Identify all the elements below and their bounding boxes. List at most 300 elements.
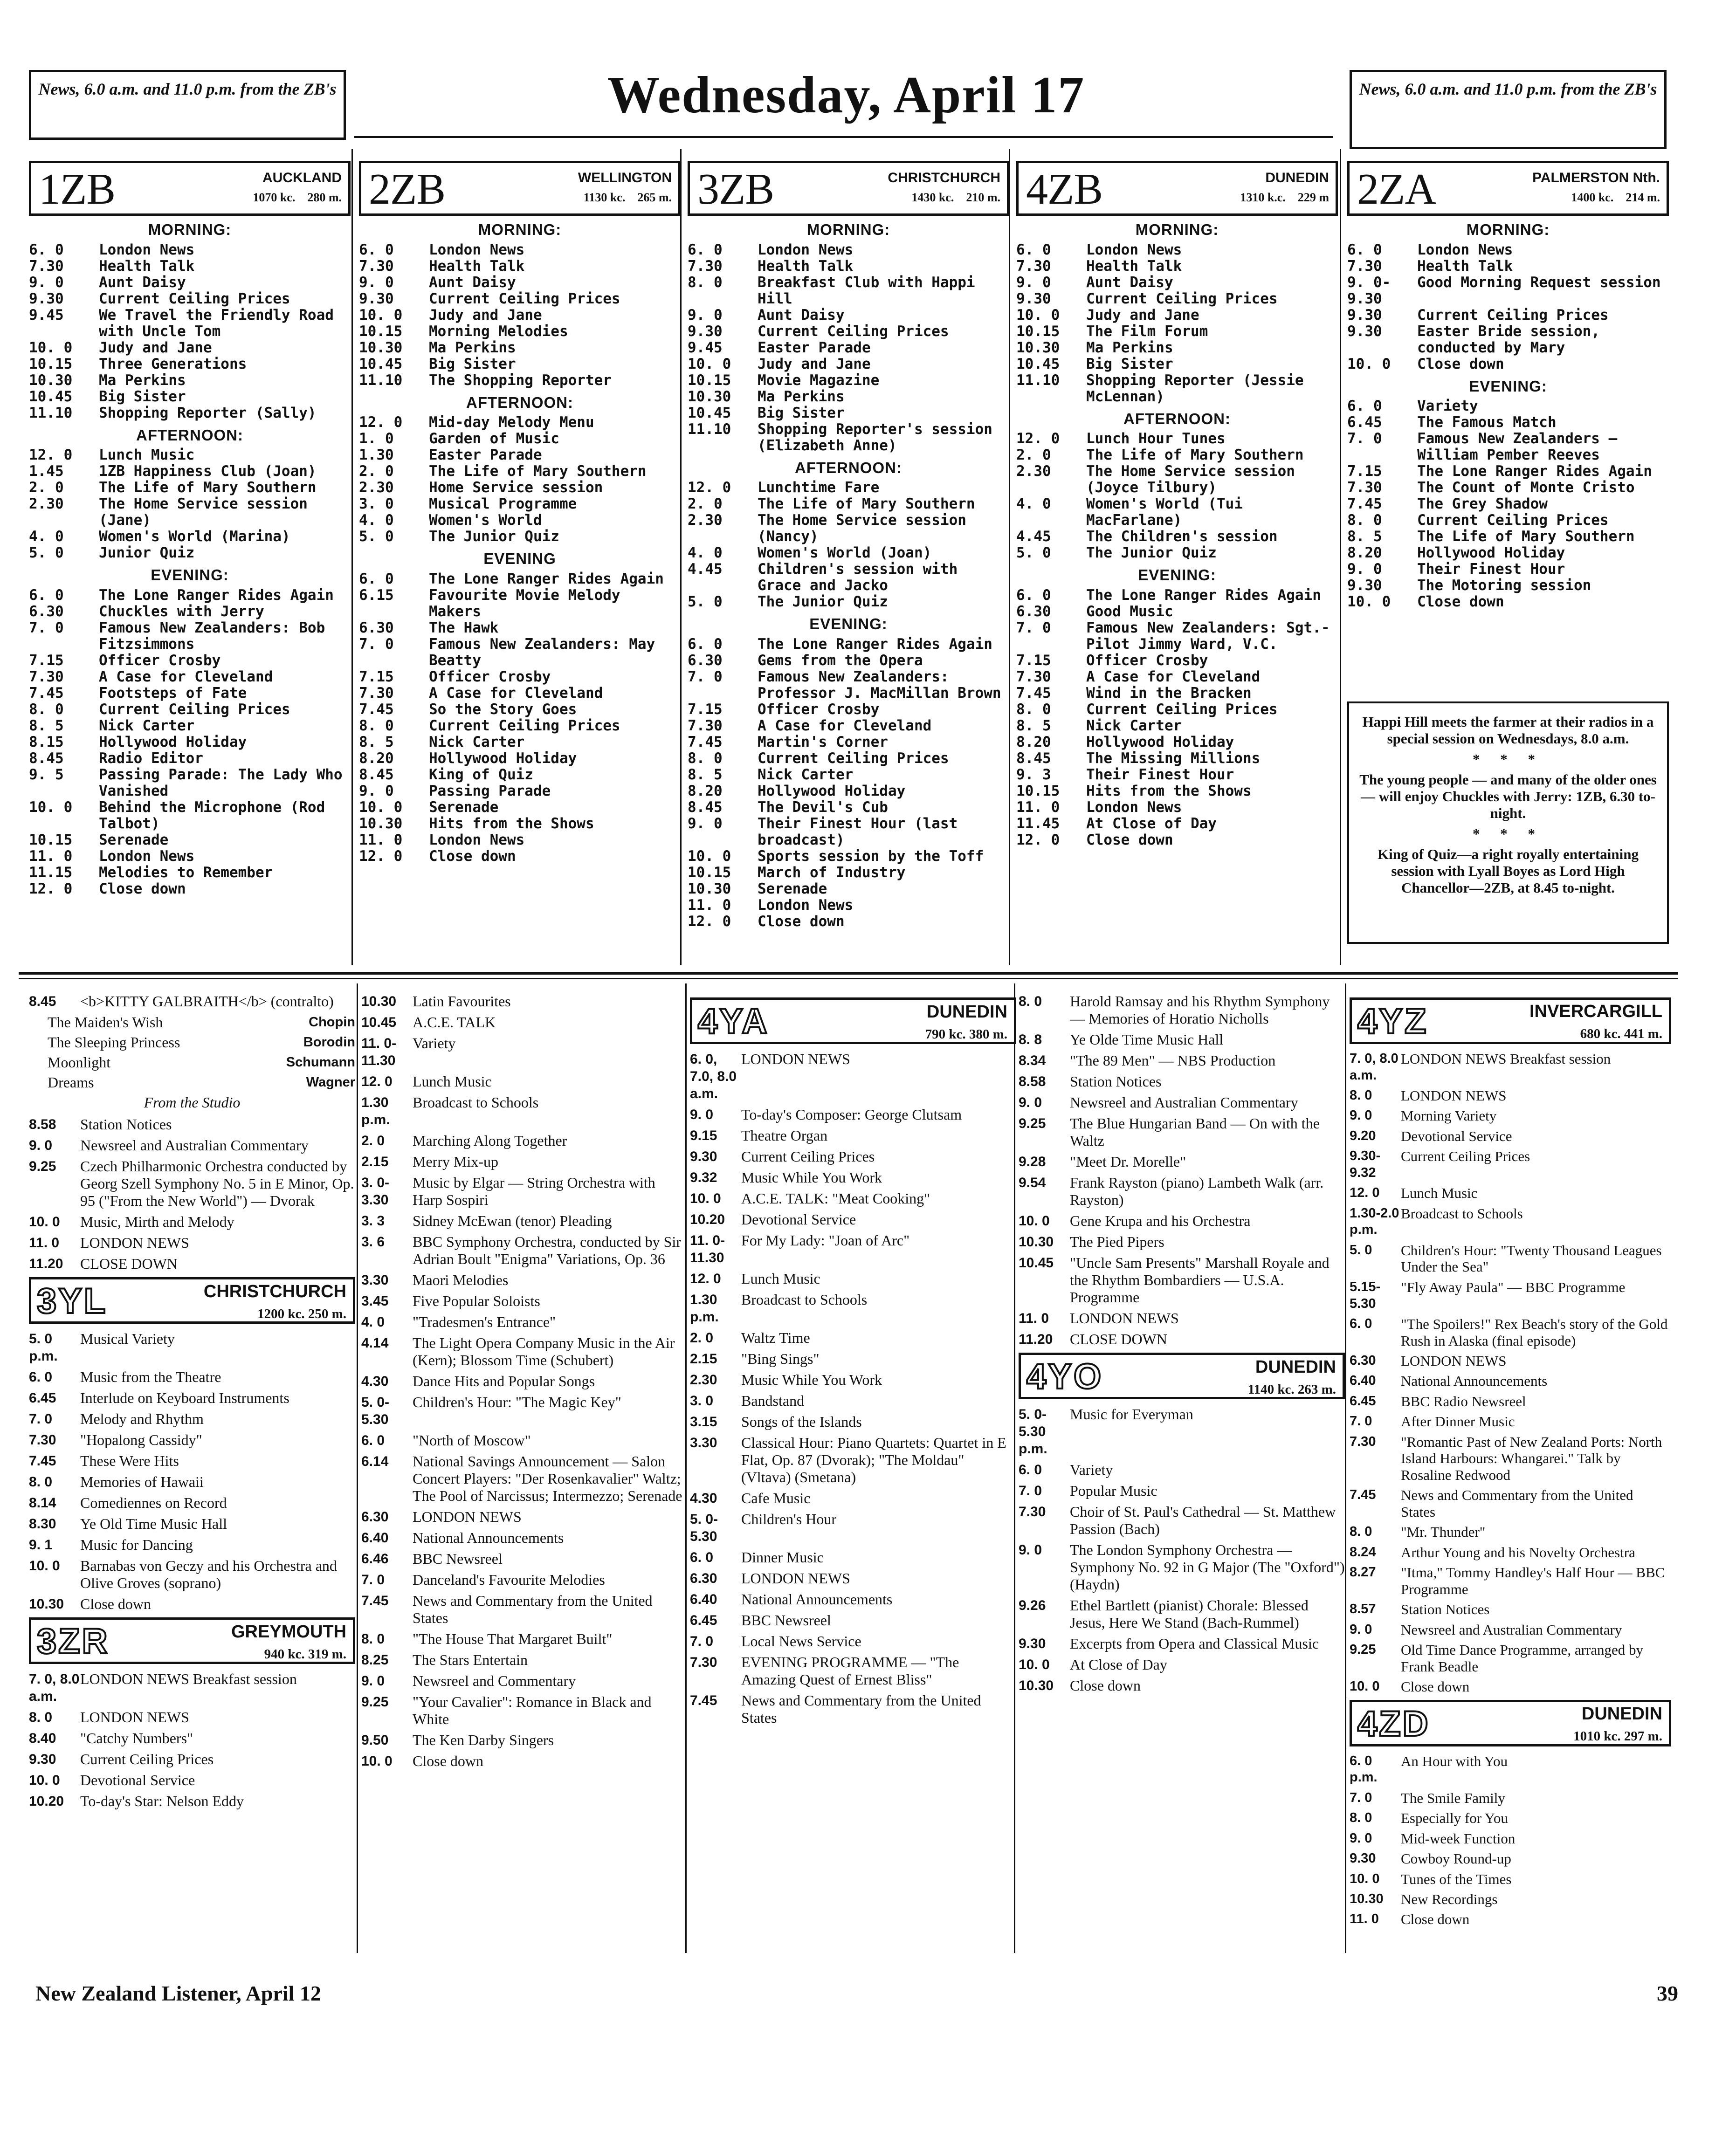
program-title: The Count of Monte Cristo [1417, 479, 1635, 496]
program-entry [690, 1232, 1016, 1266]
column-rule [1340, 149, 1341, 965]
program-title: Newsreel and Australian Commentary [1070, 1094, 1298, 1111]
program-title: Hollywood Holiday [99, 733, 247, 750]
program-title: Music by Elgar — String Orchestra with Harp Sospiri [413, 1174, 655, 1208]
program-time: 7. 0 [688, 668, 723, 685]
program-entry [1019, 1503, 1345, 1538]
program-title: Officer Crosby [429, 668, 551, 685]
program-entry [1350, 1373, 1671, 1389]
program-entry [688, 340, 1009, 356]
program-time: 7.45 [1347, 495, 1382, 512]
program-entry [29, 1536, 355, 1554]
program-entry [1019, 1115, 1345, 1149]
program-title: "Uncle Sam Presents" Marshall Royale and the Rhythm Bombardiers — U.S.A. Programme [1070, 1254, 1330, 1306]
program-entry [1347, 431, 1669, 463]
program-entry [359, 718, 681, 734]
program-entry [688, 750, 1009, 767]
program-title: Musical Programme [429, 495, 577, 512]
station-frequency: 680 kc. 441 m. [1580, 1026, 1662, 1041]
program-entry [359, 307, 681, 323]
program-time: 10.30 [29, 1596, 64, 1612]
program-entry [690, 1371, 1016, 1389]
program-title: Music, Mirth and Melody [80, 1213, 234, 1230]
program-title: Dance Hits and Popular Songs [413, 1373, 595, 1389]
program-title: The Lone Ranger Rides Again [1086, 586, 1321, 604]
program-title: Devotional Service [1401, 1128, 1512, 1144]
station-callsign: 4ZD [1357, 1704, 1430, 1744]
program-entry [29, 1410, 355, 1428]
program-time: 10.30 [29, 371, 73, 389]
work-line [29, 1034, 355, 1051]
program-entry [1347, 594, 1669, 610]
work-title: The Sleeping Princess [48, 1034, 180, 1051]
program-time: 8. 0 [29, 1474, 53, 1490]
program-entry [690, 1051, 1016, 1102]
section-heading: AFTERNOON: [466, 393, 573, 411]
program-title: Barnabas von Geczy and his Orchestra and Olive Groves (soprano) [80, 1557, 337, 1591]
program-title: Big Sister [429, 355, 516, 372]
station-callsign: 2ZB [369, 165, 446, 213]
program-time: 8.14 [29, 1495, 56, 1511]
program-title: London News [1086, 241, 1182, 258]
section-heading: AFTERNOON: [795, 459, 902, 476]
program-time: 10.30 [359, 815, 403, 832]
program-entry [361, 1693, 688, 1728]
program-title: News and Commentary from the United States [413, 1592, 653, 1626]
news-note-right-text: News, 6.0 a.m. and 11.0 p.m. from the ZB's [1359, 80, 1657, 98]
program-time: 2.15 [361, 1154, 389, 1169]
program-time: 10. 0 [690, 1191, 721, 1206]
program-time: 7.15 [29, 652, 64, 669]
program-entry [1350, 1487, 1671, 1520]
program-entry [688, 496, 1009, 512]
program-title: The Junior Quiz [1086, 544, 1217, 561]
program-title: Ye Old Time Music Hall [80, 1515, 227, 1532]
lower-column-3 [690, 993, 1016, 1730]
program-title: The Missing Millions [1086, 749, 1261, 767]
program-time: 12. 0 [688, 479, 731, 496]
program-time: 11. 0 [1016, 798, 1060, 816]
program-title: Current Ceiling Prices [80, 1751, 214, 1767]
program-entry [688, 561, 1009, 594]
program-entry [690, 1329, 1016, 1347]
program-time: 11. 0 [688, 896, 731, 914]
program-time: 8.45 [1016, 749, 1051, 767]
program-time: 10.45 [29, 388, 73, 405]
program-entry [29, 529, 351, 545]
program-title: Officer Crosby [99, 652, 221, 669]
program-time: 6.46 [361, 1551, 389, 1567]
program-entry [1016, 750, 1338, 767]
program-entry [1350, 1678, 1671, 1695]
program-entry [688, 372, 1009, 389]
program-title: Devotional Service [80, 1772, 195, 1788]
program-title: Five Popular Soloists [413, 1293, 540, 1309]
program-entry [359, 669, 681, 685]
program-time: 9.30 [1350, 1851, 1376, 1866]
program-time: 6. 0 [361, 1433, 385, 1448]
station-city: WELLINGTON [578, 170, 672, 186]
program-entry [1019, 1153, 1345, 1170]
program-entry [29, 1515, 355, 1533]
program-time: 6.14 [361, 1454, 389, 1469]
program-entry [688, 307, 1009, 323]
program-title: BBC Radio Newsreel [1401, 1393, 1526, 1409]
program-title: Broadcast to Schools [413, 1094, 539, 1111]
program-time: 7.30 [29, 668, 64, 685]
program-entry [359, 258, 681, 275]
program-entry [29, 1158, 355, 1210]
section-heading: MORNING: [148, 221, 232, 238]
page-title: Wednesday, April 17 [607, 66, 1085, 124]
program-title: A Case for Cleveland [758, 717, 932, 734]
program-entry [359, 372, 681, 389]
program-entry [359, 620, 681, 636]
news-note-left-text: News, 6.0 a.m. and 11.0 p.m. from the ZB's [38, 80, 337, 98]
program-time: 7.45 [359, 701, 394, 718]
program-title: The Smile Family [1401, 1789, 1505, 1806]
program-title: Health Talk [429, 257, 525, 275]
station-column-2zb [359, 161, 681, 865]
program-title: Choir of St. Paul's Cathedral — St. Matthew Passion (Bach) [1070, 1503, 1336, 1537]
program-title: Current Ceiling Prices [429, 290, 620, 307]
program-entry [359, 636, 681, 669]
program-entry [1016, 816, 1338, 832]
program-entry [1350, 1413, 1671, 1430]
program-time: 9.25 [1350, 1642, 1376, 1657]
station-column-2za [1347, 161, 1669, 610]
program-time: 12. 0 [29, 880, 73, 897]
lower-column-4 [1019, 993, 1345, 1698]
program-time: 5. 0 [688, 593, 723, 610]
program-title: Garden of Music [429, 430, 559, 447]
program-title: LONDON NEWS [413, 1508, 522, 1525]
program-title: New Recordings [1401, 1891, 1498, 1907]
program-time: 8. 0 [1350, 1810, 1372, 1826]
program-title: Big Sister [1086, 355, 1173, 372]
studio-note: From the Studio [144, 1094, 241, 1111]
program-title: A Case for Cleveland [1086, 668, 1261, 685]
program-time: 7. 0, 8.0 a.m. [29, 1671, 80, 1704]
program-entry [1347, 275, 1669, 307]
program-time: 7.30 [29, 1432, 56, 1448]
lower-column-2 [361, 993, 688, 1774]
program-time: 10.15 [1016, 782, 1060, 799]
program-title: Arthur Young and his Novelty Orchestra [1401, 1544, 1635, 1561]
program-time: 9. 0 [688, 306, 723, 323]
program-title: Mid-week Function [1401, 1830, 1516, 1847]
program-time: 3.15 [690, 1414, 717, 1430]
program-time: 6.30 [1016, 603, 1051, 620]
program-title: At Close of Day [1070, 1656, 1167, 1673]
program-time: 9.30 [1347, 306, 1382, 323]
program-time: 10.15 [359, 323, 403, 340]
program-title: Ye Olde Time Music Hall [1070, 1031, 1224, 1048]
program-entry [1350, 1393, 1671, 1410]
program-time: 7. 0 [690, 1634, 714, 1649]
program-title: To-day's Star: Nelson Eddy [80, 1793, 244, 1809]
program-title: Home Service session [429, 479, 603, 496]
program-time: 6.30 [688, 652, 723, 669]
program-title: Big Sister [758, 404, 845, 421]
program-time: 6. 0 [359, 241, 394, 258]
program-time: 8. 0 [1019, 994, 1042, 1009]
station-city: DUNEDIN [926, 1002, 1007, 1022]
program-entry [359, 767, 681, 783]
program-title: Judy and Jane [429, 306, 542, 323]
program-title: Nick Carter [429, 733, 525, 750]
program-time: 9.28 [1019, 1154, 1046, 1169]
station-callsign: 4ZB [1026, 165, 1103, 213]
program-time: 8. 5 [359, 733, 394, 750]
program-title: National Announcements [1401, 1373, 1548, 1389]
station-frequency: 1130 kc. 265 m. [583, 191, 672, 204]
program-time: 12. 0 [688, 913, 731, 930]
program-entry [361, 1432, 688, 1449]
station-city: PALMERSTON Nth. [1532, 170, 1660, 186]
station-callsign: 4YO [1026, 1357, 1103, 1396]
program-time: 1. 0 [359, 430, 394, 447]
program-entry [1019, 993, 1345, 1027]
program-entry [1019, 1597, 1345, 1631]
program-time: 8. 5 [688, 766, 723, 783]
program-title: Gene Krupa and his Orchestra [1070, 1212, 1251, 1229]
program-title: Close down [1070, 1677, 1141, 1694]
station-column-4zb [1016, 161, 1338, 848]
station-header [688, 161, 1009, 216]
program-title: Aunt Daisy [1086, 274, 1173, 291]
work-composer: Borodin [303, 1035, 355, 1050]
program-title: Current Ceiling Prices [1086, 290, 1278, 307]
program-title: Close down [1086, 831, 1173, 848]
program-time: 2. 0 [688, 495, 723, 512]
work-line [29, 1014, 355, 1031]
program-title: The Lone Ranger Rides Again [429, 570, 664, 587]
program-title: Ethel Bartlett (pianist) Chorale: Blessed Jesus, Here We Stand (Bach-Rummel) [1070, 1597, 1309, 1631]
station-callsign: 4YZ [1357, 1002, 1428, 1041]
program-entry [29, 275, 351, 291]
program-time: 7. 0 [29, 1411, 53, 1427]
program-time: 4.30 [361, 1374, 389, 1389]
program-title: Children's session with Grace and Jacko [758, 561, 958, 594]
work-composer: Wagner [306, 1075, 355, 1090]
program-title: Their Finest Hour [1086, 766, 1234, 783]
program-time: 5. 0-5.30 [361, 1395, 390, 1427]
program-time: 8.58 [1019, 1074, 1046, 1089]
program-title: London News [99, 847, 195, 865]
program-entry [1350, 1316, 1671, 1349]
program-title: London News [99, 241, 195, 258]
station-frequency: 940 kc. 319 m. [264, 1647, 346, 1662]
program-title: Variety [1070, 1461, 1113, 1478]
program-time: 9. 0 [359, 782, 394, 799]
program-title: Hits from the Shows [429, 815, 594, 832]
program-time: 11.15 [29, 864, 73, 881]
program-time: 6.45 [29, 1390, 56, 1406]
program-time: 12. 0 [359, 414, 403, 431]
program-entry [29, 881, 351, 897]
program-entry [29, 463, 351, 480]
program-time: 6.30 [1350, 1353, 1376, 1368]
program-title: Judy and Jane [1086, 306, 1199, 323]
program-entry [1016, 620, 1338, 653]
program-title: Movie Magazine [758, 371, 880, 389]
program-time: 8. 0 [1347, 512, 1382, 529]
program-title: Health Talk [1417, 257, 1513, 275]
program-title: Ma Perkins [429, 339, 516, 356]
program-time: 7. 0 [1016, 619, 1051, 636]
program-entry [359, 291, 681, 307]
program-title: Theatre Organ [741, 1127, 828, 1144]
program-title: The Lone Ranger Rides Again [99, 586, 334, 604]
station-header [1016, 161, 1338, 216]
program-entry [1019, 1212, 1345, 1230]
program-entry [1347, 512, 1669, 529]
program-title: "North of Moscow" [413, 1432, 531, 1449]
program-time: 6. 0 [359, 570, 394, 587]
program-title: Behind the Microphone (Rod Talbot) [99, 798, 325, 832]
program-time: 10.15 [688, 371, 731, 389]
program-time: 11.10 [1016, 371, 1060, 389]
program-time: 4. 0 [688, 544, 723, 561]
program-time: 7.30 [29, 257, 64, 275]
program-time: 9.32 [690, 1170, 717, 1185]
program-time: 10.20 [29, 1794, 64, 1809]
program-time: 3.30 [690, 1435, 717, 1451]
program-entry [688, 242, 1009, 258]
program-title: The Lone Ranger Rides Again [1417, 463, 1652, 480]
program-time: 6.40 [361, 1530, 389, 1546]
program-time: 5. 0 p.m. [29, 1331, 58, 1364]
program-time: 3. 0 [359, 495, 394, 512]
program-entry [29, 993, 355, 1010]
program-time: 8. 5 [1016, 717, 1051, 734]
program-title: Interlude on Keyboard Instruments [80, 1389, 289, 1406]
program-time: 7.45 [361, 1593, 389, 1609]
program-entry [1350, 1051, 1671, 1084]
program-title: National Savings Announcement — Salon Concert Players: "Der Rosenkavalier" Waltz; The Pool of Narcissus; Intermezzo; Serenade [413, 1453, 682, 1504]
program-entry [1016, 734, 1338, 750]
program-entry [359, 242, 681, 258]
program-time: 3. 6 [361, 1234, 385, 1250]
promo-text-1: Happi Hill meets the farmer at their radios in a special session on Wednesdays, 8.0 a.m. [1362, 714, 1654, 747]
station-city: DUNEDIN [1265, 170, 1329, 186]
program-title: Current Ceiling Prices [99, 701, 290, 718]
program-time: 9. 0 [1019, 1542, 1042, 1558]
program-entry [688, 405, 1009, 421]
program-title: Station Notices [80, 1116, 172, 1133]
section-heading: EVENING: [1469, 377, 1547, 395]
program-time: 7. 0 [1350, 1790, 1372, 1805]
program-time: 9. 0 [1350, 1622, 1372, 1637]
program-title: Three Generations [99, 355, 247, 372]
program-title: Easter Parade [758, 339, 871, 356]
program-entry [688, 258, 1009, 275]
program-entry [361, 1672, 688, 1690]
program-entry [361, 1272, 688, 1289]
program-entry [690, 1490, 1016, 1507]
column-rule [685, 983, 687, 1953]
program-time: 8. 0 [1350, 1088, 1372, 1103]
program-title: Old Time Dance Programme, arranged by Frank Beadle [1401, 1642, 1643, 1675]
program-entry [1016, 767, 1338, 783]
program-entry [29, 258, 351, 275]
program-time: 9.15 [690, 1128, 717, 1143]
program-time: 2. 0 [359, 463, 394, 480]
program-title: Current Ceiling Prices [99, 290, 290, 307]
program-title: LONDON NEWS [80, 1234, 189, 1251]
program-entry [29, 1213, 355, 1231]
program-title: Wind in the Bracken [1086, 684, 1252, 701]
program-time: 10. 0 [1350, 1871, 1380, 1886]
program-time: 10. 0 [29, 1214, 60, 1230]
program-title: Women's World (Tui MacFarlane) [1086, 495, 1243, 529]
program-time: 12. 0 [29, 447, 73, 463]
section-heading: MORNING: [478, 221, 562, 238]
program-time: 8. 0 [361, 1631, 385, 1647]
program-time: 8.27 [1350, 1565, 1376, 1580]
program-entry [1347, 356, 1669, 372]
program-entry [688, 275, 1009, 307]
program-entry [29, 1330, 355, 1365]
program-entry [29, 1709, 355, 1726]
program-entry [1350, 1128, 1671, 1145]
program-time: 7.45 [1016, 684, 1051, 701]
program-title: Especially for You [1401, 1810, 1508, 1827]
program-entry [1016, 718, 1338, 734]
program-time: 5. 0 [1016, 544, 1051, 561]
program-title: Close down [1417, 593, 1504, 610]
program-title: Broadcast to Schools [1401, 1205, 1523, 1222]
program-title: CLOSE DOWN [80, 1255, 178, 1272]
program-title: Health Talk [758, 257, 854, 275]
program-title: BBC Symphony Orchestra, conducted by Sir Adrian Boult "Enigma" Variations, Op. 36 [413, 1233, 681, 1267]
program-title: National Announcements [741, 1591, 893, 1608]
program-time: 10.45 [361, 1015, 397, 1030]
program-title: A Case for Cleveland [429, 684, 603, 701]
program-entry [1016, 545, 1338, 561]
title-rule [354, 136, 1333, 138]
program-time: 8. 0 [688, 274, 723, 291]
program-title: The Life of Mary Southern [758, 495, 975, 512]
program-entry [29, 685, 351, 701]
program-title: A Case for Cleveland [99, 668, 273, 685]
program-title: LONDON NEWS [1070, 1310, 1179, 1327]
program-title: LONDON NEWS [1401, 1087, 1507, 1104]
program-title: LONDON NEWS [80, 1709, 189, 1726]
program-entry [1019, 1174, 1345, 1209]
program-time: 6. 0 [1347, 398, 1382, 414]
program-time: 6. 0 [29, 586, 64, 604]
program-time: 4.45 [688, 561, 723, 578]
program-time: 5.15-5.30 [1350, 1279, 1381, 1311]
program-time: 7.30 [1347, 479, 1382, 496]
program-entry [1347, 480, 1669, 496]
program-time: 5. 0-5.30 [690, 1512, 718, 1544]
program-entry [690, 1413, 1016, 1430]
program-entry [359, 685, 681, 701]
station-city: GREYMOUTH [231, 1622, 346, 1642]
section-heading: AFTERNOON: [136, 426, 243, 444]
program-title: The Blue Hungarian Band — On with the Waltz [1070, 1115, 1320, 1149]
program-title: LONDON NEWS Breakfast session [80, 1671, 297, 1687]
station-column-1zb [29, 161, 351, 897]
program-entry [1347, 529, 1669, 545]
news-note-left [29, 70, 346, 140]
program-entry [690, 1291, 1016, 1326]
program-entry [359, 799, 681, 816]
program-title: King of Quiz [429, 766, 533, 783]
